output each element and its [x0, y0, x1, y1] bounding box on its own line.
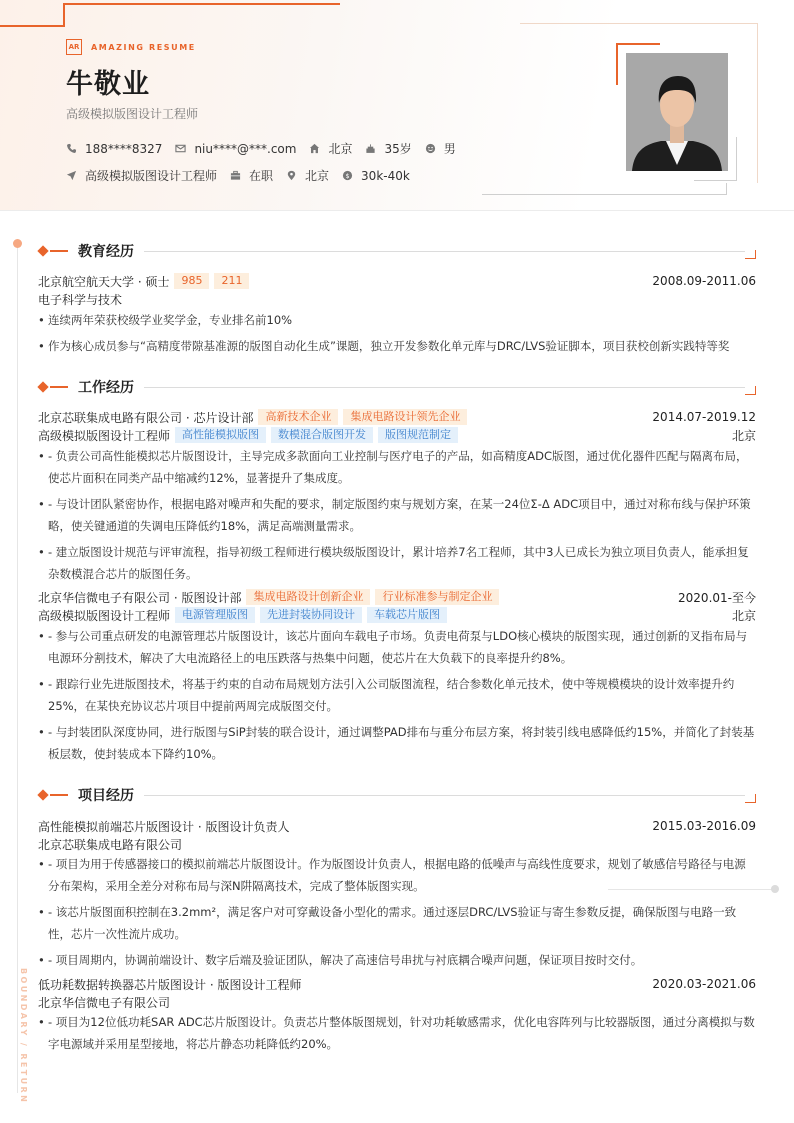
header-accent-line-left — [0, 25, 65, 27]
education-major-row — [38, 290, 756, 308]
work-role: 高级模拟版图设计工程师 — [38, 608, 171, 623]
education-bullet: • 作为核心成员参与“高精度带隙基准源的版图自动化生成”课题，独立开发参数化单元库与DRC/LVS验证脚本，项目获校创新实践特等奖 — [38, 335, 756, 357]
work-role: 高级模拟版图设计工程师 — [38, 428, 171, 443]
role-tag: 数模混合版图开发 — [271, 427, 373, 443]
cake-icon — [365, 143, 376, 154]
city-text: 北京 — [328, 142, 353, 156]
work-role-row — [38, 606, 756, 624]
role-tag: 先进封装协同设计 — [260, 607, 362, 623]
company-tag: 高新技术企业 — [258, 409, 338, 425]
work-location: 北京 — [731, 608, 756, 623]
role-tag: 车载芯片版图 — [367, 607, 447, 623]
timeline-end-dot — [771, 885, 779, 893]
side-watermark-text: BOUNDARY / RETURN — [19, 968, 28, 1105]
phone-text: 188****8327 — [85, 141, 163, 156]
role-tag: 高性能模拟版图 — [175, 427, 266, 443]
timeline-dot — [13, 239, 22, 248]
company-tag: 集成电路设计领先企业 — [343, 409, 467, 425]
section-dash — [50, 386, 68, 388]
candidate-name: 牛敬业 — [66, 69, 150, 100]
section-projects — [38, 785, 756, 805]
project-bullet: • - 项目周期内，协调前端设计、数字后端及验证团队，解决了高速信号串扰与衬底耦合噪声问题，保证项目按时交付。 — [38, 949, 756, 971]
info-phone — [66, 142, 162, 156]
info-salary — [342, 169, 410, 183]
info-city — [309, 140, 352, 157]
section-corner — [745, 794, 756, 803]
header-accent-line-vertical — [63, 3, 65, 27]
work-bullet: • - 负责公司高性能模拟芯片版图设计，主导完成多款面向工业控制与医疗电子的产品，如高精度ADC版图，通过优化器件匹配与隔离布局，使芯片面积在同类产品中缩减约12%，显著提升了集成度。 — [38, 445, 756, 489]
section-education — [38, 241, 756, 261]
section-dash — [50, 794, 68, 796]
work-date: 2014.07-2019.12 — [652, 410, 756, 424]
section-divider — [144, 387, 745, 388]
photo-corner-accent — [616, 43, 618, 85]
work-bullet: • - 跟踪行业先进版图技术，将基于约束的自动布局规划方法引入公司版图流程，结合参数化单元技术，使中等规模模块的设计效率提升约25%，在某快充协议芯片项目中提前两周完成版图交付。 — [38, 673, 756, 717]
brand — [66, 39, 196, 55]
info-age — [365, 140, 411, 157]
info-row-basic — [66, 140, 469, 157]
project-name-row — [38, 975, 756, 993]
profile-photo — [626, 53, 728, 171]
work-date: 2020.01-至今 — [678, 590, 756, 605]
section-work — [38, 377, 756, 397]
info-target-city — [286, 167, 329, 184]
timeline-line — [17, 243, 18, 1093]
photo-frame-line — [520, 23, 758, 24]
work-bullet: • - 与设计团队紧密协作，根据电路对噪声和失配的要求，制定版图约束与规划方案，在某一24位Σ-Δ ADC项目中，通过对称布线与保护环策略，使关键通道的失调电压降低约18%，满足高端测量需求。 — [38, 493, 756, 537]
section-title: 教育经历 — [78, 244, 134, 260]
send-icon — [66, 170, 77, 181]
status-text: 在职 — [249, 169, 274, 183]
work-location: 北京 — [731, 428, 756, 443]
project-date: 2020.03-2021.06 — [652, 977, 756, 991]
project-name-row — [38, 817, 756, 835]
phone-icon — [66, 143, 77, 154]
email-text: niu****@***.com — [194, 141, 297, 156]
role-tag: 电源管理版图 — [175, 607, 255, 623]
briefcase-icon — [230, 170, 241, 181]
work-company-row — [38, 408, 756, 426]
project-company: 北京华信微电子有限公司 — [38, 995, 171, 1010]
project-name: 高性能模拟前端芯片版图设计 · 版图设计负责人 — [38, 819, 290, 834]
education-bullet: • 连续两年荣获校级学业奖学金，专业排名前10% — [38, 309, 756, 331]
info-row-job — [66, 167, 423, 184]
project-name: 低功耗数据转换器芯片版图设计 · 版图设计工程师 — [38, 977, 302, 992]
photo-frame-line — [482, 194, 727, 195]
project-company: 北京芯联集成电路有限公司 — [38, 837, 183, 852]
project-bullet: • - 该芯片版图面积控制在3.2mm²，满足客户对可穿戴设备小型化的需求。通过逐层DRC/LVS验证与寄生参数反提，确保版图与电路一致性，芯片一次性流片成功。 — [38, 901, 756, 945]
work-company: 北京华信微电子有限公司 · 版图设计部 — [38, 590, 242, 605]
home-icon — [309, 143, 320, 154]
company-tag: 行业标准参与制定企业 — [375, 589, 499, 605]
mail-icon — [175, 143, 186, 154]
work-company-row — [38, 588, 756, 606]
brand-text: AMAZING RESUME — [91, 42, 196, 52]
section-diamond-icon — [37, 245, 48, 256]
brand-logo: AR — [66, 39, 82, 55]
section-divider — [144, 795, 745, 796]
section-dash — [50, 250, 68, 252]
section-corner — [745, 386, 756, 395]
education-row — [38, 272, 756, 290]
role-tag: 版图规范制定 — [378, 427, 458, 443]
info-email — [175, 142, 296, 156]
info-gender — [425, 140, 456, 157]
gender-text: 男 — [443, 142, 456, 156]
photo-corner-accent — [616, 43, 660, 45]
project-bullet: • - 项目为用于传感器接口的模拟前端芯片版图设计。作为版图设计负责人，根据电路的低噪声与高线性度要求，规划了敏感信号路径与电源分布架构，采用全差分对称布局与深N阱隔离技术，完成了整体版图实现。 — [38, 853, 756, 897]
photo-frame-line — [694, 180, 736, 181]
project-company-row — [38, 835, 756, 853]
section-diamond-icon — [37, 789, 48, 800]
education-date: 2008.09-2011.06 — [652, 274, 756, 288]
company-tag: 集成电路设计创新企业 — [246, 589, 370, 605]
location-pin-icon — [286, 170, 297, 181]
photo-frame-line — [726, 183, 727, 195]
svg-text:$: $ — [345, 171, 350, 180]
age-text: 35岁 — [384, 142, 412, 156]
work-bullet: • - 参与公司重点研发的电源管理芯片版图设计，该芯片面向车载电子市场。负责电荷泵与LDO核心模块的版图实现，通过创新的叉指布局与电源环分割技术，解决了大电流路径上的电压跌落与热集中问题，使芯片在大负载下的良率提升约8%。 — [38, 625, 756, 669]
work-role-row — [38, 426, 756, 444]
section-corner — [745, 250, 756, 259]
project-company-row — [38, 993, 756, 1011]
school-tag: 211 — [214, 273, 249, 289]
info-target-job — [66, 167, 217, 184]
work-company: 北京芯联集成电路有限公司 · 芯片设计部 — [38, 410, 254, 425]
section-diamond-icon — [37, 381, 48, 392]
project-bullet: • - 项目为12位低功耗SAR ADC芯片版图设计。负责芯片整体版图规划，针对功耗敏感需求，优化电容阵列与比较器版图，通过分离模拟与数字电源域并采用星型接地，将芯片静态功耗降低约20%。 — [38, 1011, 756, 1055]
school-tag: 985 — [174, 273, 209, 289]
education-major: 电子科学与技术 — [38, 292, 123, 307]
salary-icon — [342, 170, 353, 181]
salary-text: 30k-40k — [361, 168, 410, 183]
photo-frame-line — [757, 23, 758, 183]
section-title: 项目经历 — [78, 788, 134, 804]
section-divider — [144, 251, 745, 252]
candidate-title: 高级模拟版图设计工程师 — [66, 107, 199, 121]
info-status — [230, 167, 273, 184]
school-name: 北京航空航天大学 · 硕士 — [38, 274, 170, 289]
target-job-text: 高级模拟版图设计工程师 — [85, 169, 218, 183]
target-city-text: 北京 — [305, 169, 330, 183]
gender-icon — [425, 143, 436, 154]
photo-frame-line — [736, 137, 737, 181]
header-accent-line-top — [63, 3, 340, 5]
work-bullet: • - 建立版图设计规范与评审流程，指导初级工程师进行模块级版图设计，累计培养7名工程师，其中3人已成长为独立项目负责人，能承担复杂数模混合芯片的版图任务。 — [38, 541, 756, 585]
work-bullet: • - 与封装团队深度协同，进行版图与SiP封装的联合设计，通过调整PAD排布与重分布层方案，将封装引线电感降低约15%，并简化了封装基板层数，使封装成本下降约10%。 — [38, 721, 756, 765]
section-title: 工作经历 — [78, 380, 134, 396]
project-date: 2015.03-2016.09 — [652, 819, 756, 833]
